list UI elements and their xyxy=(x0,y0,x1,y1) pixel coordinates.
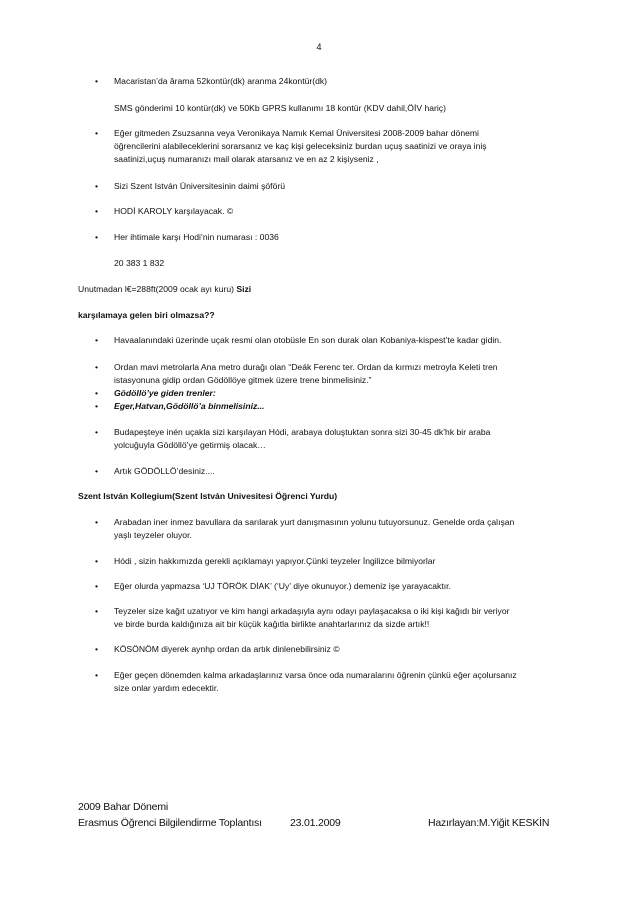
footer-date: 23.01.2009 xyxy=(290,817,341,829)
list-item-continuation: yaşlı teyzeler oluyor. xyxy=(114,530,192,540)
bullet-icon: • xyxy=(95,362,99,372)
bullet-icon: • xyxy=(95,206,99,216)
list-item: Macaristan’da ârama 52kontür(dk) aranma 24kontür(dk) xyxy=(114,76,328,86)
list-item: Havaalanındaki üzerinde uçak resmi olan otobüsle En son durak olan Kobaniya-kispest’te kadar gidin. xyxy=(114,335,502,345)
list-item-continuation: istasyonuna gidip ordan Gödöllöye gitmek üzere trene binmelisiniz.” xyxy=(114,375,372,385)
bullet-icon: • xyxy=(95,670,99,680)
bullet-icon: • xyxy=(95,517,99,527)
bullet-icon: • xyxy=(95,606,99,616)
section-heading: karşılamaya gelen biri olmazsa?? xyxy=(78,310,215,320)
list-item-continuation: ve birde burda kaldığınıza ait bir küçük kağıtla birlikte anahtarlarınız da sizde artık!! xyxy=(114,619,430,629)
bullet-icon: • xyxy=(95,232,99,242)
list-item-continuation: yolcuğuyla Gödöllö’ye getirmiş olacak… xyxy=(114,440,266,450)
list-item: Arabadan iner inmez bavullara da sarılarak yurt danışmasının yolunu tutuyorsunuz. Genelde orda çalışan xyxy=(114,517,515,527)
list-item: Eğer geçen dönemden kalma arkadaşlarınız varsa önce oda numaralarını öğrenin çünkü eğer açolursanız xyxy=(114,670,517,680)
bullet-icon: • xyxy=(95,76,99,86)
list-item: HODİ KAROLY karşılayacak. © xyxy=(114,206,234,216)
list-item: Her ihtimale karşı Hodi’nin numarası : 0036 xyxy=(114,232,279,242)
list-item: Hódi , sizin hakkımızda gerekli açıklamayı yapıyor.Çünki teyzeler İngilizce bilmiyorlar xyxy=(114,556,436,566)
list-item: Eger,Hatvan,Gödöllö’a binmelisiniz... xyxy=(114,401,265,411)
bullet-icon: • xyxy=(95,181,99,191)
list-item-continuation: SMS gönderimi 10 kontür(dk) ve 50Kb GPRS kullanımı 18 kontür (KDV dahil,ÖİV hariç) xyxy=(114,103,446,113)
footer-title: Erasmus Öğrenci Bilgilendirme Toplantısı xyxy=(78,817,262,829)
list-item: Gödöllö’ye giden trenler: xyxy=(114,388,216,398)
bullet-icon: • xyxy=(95,401,99,411)
bullet-icon: • xyxy=(95,128,99,138)
bullet-icon: • xyxy=(95,466,99,476)
list-item: Eğer olurda yapmazsa ‘UJ TÖRÖK DİAK’ (‘Uy’ diye okunuyor.) demeniz işe yarayacaktır. xyxy=(114,581,451,591)
bullet-icon: • xyxy=(95,581,99,591)
bullet-icon: • xyxy=(95,427,99,437)
paragraph-bold-text: Sizi xyxy=(236,284,252,294)
list-item: Budapeşteye inén uçakla sizi karşılayan Hódi, arabaya doluştuktan sonra sizi 30-45 dk’hk bir araba xyxy=(114,427,491,437)
paragraph-text: Unutmadan l€=288ft(2009 ocak ayı kuru) xyxy=(78,284,237,294)
section-heading: Szent István Kollegium(Szent István Univesitesi Öğrenci Yurdu) xyxy=(78,491,338,501)
list-item-continuation: saatinizi,uçuş numaranızı mail olarak atarsanız ve en az 2 kişiyseniz , xyxy=(114,154,379,164)
bullet-icon: • xyxy=(95,388,99,398)
list-item: KÖSÖNÖM diyerek aynhp ordan da artık dinlenebilirsiniz © xyxy=(114,644,340,654)
bullet-icon: • xyxy=(95,335,99,345)
list-item: Eğer gitmeden Zsuzsanna veya Veronikaya Namık Kemal Üniversitesi 2008-2009 bahar dönemi xyxy=(114,128,479,138)
list-item: Sizi Szent István Üniversitesinin daimi şöförü xyxy=(114,181,285,191)
footer-author: Hazırlayan:M.Yiğit KESKİN xyxy=(428,817,550,829)
footer-semester: 2009 Bahar Dönemi xyxy=(78,801,168,813)
bullet-icon: • xyxy=(95,644,99,654)
list-item: Ordan mavi metrolarla Ana metro durağı olan “Deák Ferenc ter. Ordan da kırmızı metroyla Keleti tren xyxy=(114,362,498,372)
list-item-continuation: 20 383 1 832 xyxy=(114,258,165,268)
paragraph xyxy=(78,283,251,296)
list-item-continuation: öğrencilerini alabileceklerini sorarsanız ve kaç kişi geleceksiniz burdan uçuş saatinizi ve oraya iniş xyxy=(114,141,487,151)
bullet-icon: • xyxy=(95,556,99,566)
list-item-continuation: size onlar yardım edecektir. xyxy=(114,683,219,693)
page-number: 4 xyxy=(316,42,322,52)
list-item: Artık GÖDÖLLÖ’desiniz.... xyxy=(114,466,215,476)
list-item: Teyzeler size kağıt uzatıyor ve kim hangi arkadaşıyla aynı odayı paylaşacaksa o iki kişi kağıdı bir veriyor xyxy=(114,606,510,616)
